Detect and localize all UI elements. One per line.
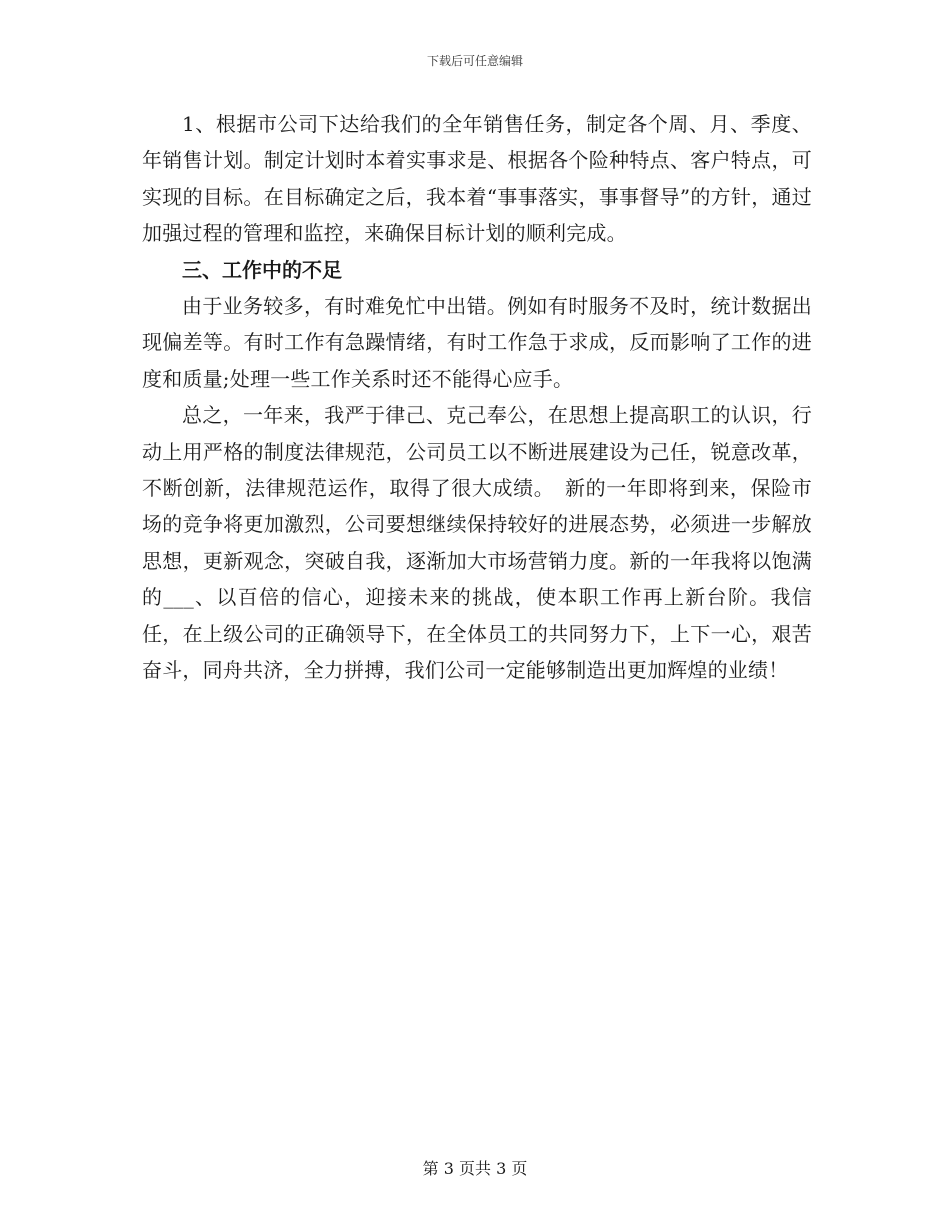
paragraph-summary: 总之，一年来，我严于律己、克己奉公，在思想上提高职工的认识，行动上用严格的制度法律规范，公司员工以不断进展建设为己任，锐意改革，不断创新，法律规范运作，取得了很大成绩。 新的一年即将到来，保险市场的竞争将更加激烈，公司要想继续保持较好的进展态势，必须进一步解放思想，更新观念，突破自我，逐渐加大市场营销力度。新的一年我将以饱满的___、以百倍的信心，迎接未来的挑战，使本职工作再上新台阶。我信任，在上级公司的正确领导下，在全体员工的共同努力下，上下一心，艰苦奋斗，同舟共济，全力拼搏，我们公司一定能够制造出更加辉煌的业绩！: [142, 403, 812, 683]
page-header: 下载后可任意编辑: [426, 54, 523, 68]
paragraph-sales-plan: 1、根据市公司下达给我们的全年销售任务，制定各个周、月、季度、年销售计划。制定计划时本着实事求是、根据各个险种特点、客户特点，可实现的目标。在目标确定之后，我本着“事事落实，事事督导”的方针，通过加强过程的管理和监控，来确保目标计划的顺利完成。: [142, 112, 812, 246]
paragraph-shortcomings: 由于业务较多，有时难免忙中出错。例如有时服务不及时，统计数据出现偏差等。有时工作有急躁情绪，有时工作急于求成，反而影响了工作的进度和质量;处理一些工作关系时还不能得心应手。: [142, 294, 812, 391]
section-heading-shortcomings: 三、工作中的不足: [182, 257, 342, 282]
document-body: [142, 106, 812, 689]
page-footer: 第 3 页共 3 页: [422, 1159, 528, 1178]
